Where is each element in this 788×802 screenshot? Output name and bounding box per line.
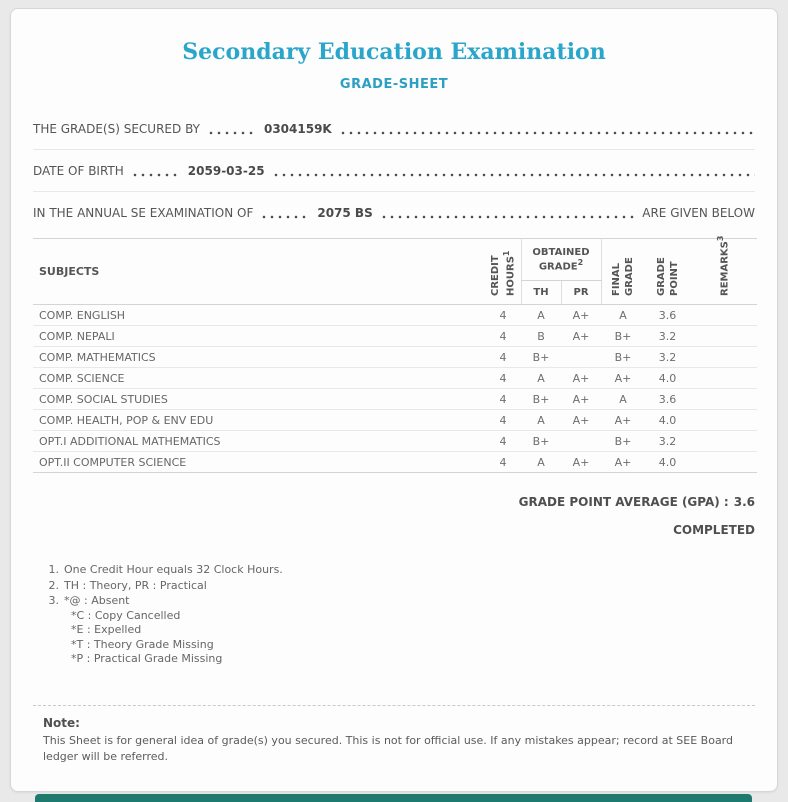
dotted-leader: [272, 163, 755, 179]
cell-th: B: [521, 326, 561, 347]
cell-final: B+: [601, 347, 645, 368]
cell-remarks: [690, 347, 757, 368]
cell-subject: COMP. NEPALI: [33, 326, 485, 347]
page-subtitle: GRADE-SHEET: [339, 77, 449, 92]
footnote-lines: [64, 563, 283, 578]
footnote-number: 1.: [48, 563, 59, 576]
cell-gp: 3.2: [645, 431, 690, 452]
footnote-line: *C : Copy Cancelled: [71, 608, 181, 622]
grade-sheet-card: [10, 8, 778, 792]
table-row: [33, 305, 757, 326]
cell-th: B+: [521, 431, 561, 452]
footnote-lines: [64, 594, 222, 667]
dotted-leader: [260, 205, 310, 221]
exam-year-value: 2075 BS: [317, 206, 373, 220]
footnote-line: *@ : Absent: [64, 594, 130, 607]
cell-pr: A+: [561, 389, 601, 410]
column-header-label: REMARKS: [719, 241, 731, 296]
table-row: [33, 431, 757, 452]
cell-subject: COMP. ENGLISH: [33, 305, 485, 326]
cell-th: A: [521, 368, 561, 389]
gpa-row: [33, 495, 755, 509]
column-header-final-grade: [601, 239, 645, 305]
column-header-label: SUBJECTS: [39, 265, 100, 278]
note-label: Note:: [43, 715, 80, 730]
cell-pr: A+: [561, 410, 601, 431]
footnote-item: [43, 594, 755, 667]
dotted-leader: [339, 121, 755, 137]
cell-credit: 4: [485, 389, 521, 410]
cell-credit: 4: [485, 431, 521, 452]
cell-subject: OPT.I ADDITIONAL MATHEMATICS: [33, 431, 485, 452]
cell-pr: A+: [561, 326, 601, 347]
footnote-line: *T : Theory Grade Missing: [71, 637, 214, 651]
info-label: THE GRADE(S) SECURED BY: [33, 121, 200, 136]
cell-gp: 4.0: [658, 455, 677, 469]
cell-final: B+: [601, 431, 645, 452]
rotated-text: [655, 239, 681, 296]
cell-remarks: [690, 410, 757, 431]
column-header-credit-hours: [485, 239, 521, 305]
cell-th: A: [521, 305, 561, 326]
cell-remarks: [690, 389, 757, 410]
cell-gp: 3.2: [645, 326, 690, 347]
footnote-line: TH : Theory, PR : Practical: [64, 578, 207, 592]
cell-pr: [561, 347, 601, 368]
candidate-info-section: [33, 108, 755, 234]
footnote-number: 3.: [48, 594, 59, 607]
rotated-text: [715, 235, 731, 296]
column-header-subjects: [33, 239, 485, 305]
footnote-ref-2: 2: [577, 257, 584, 267]
note-text: This Sheet is for general idea of grade(s) you secured. This is not for official use. If any mistakes appear; record at SEE Board ledger will be referred.: [43, 733, 733, 763]
column-header-label: FINAL GRADE: [611, 257, 636, 296]
status-row: [33, 523, 755, 537]
footnote-ref-1: 1: [501, 250, 511, 257]
footnote-item: [43, 579, 755, 594]
column-header-label: PR: [573, 286, 589, 298]
column-header-practical: [561, 280, 601, 304]
table-row: [33, 347, 757, 368]
column-header-grade-point: [645, 239, 690, 305]
grades-table-body: [33, 305, 757, 473]
footnote-item: [43, 563, 755, 578]
cell-remarks: [690, 431, 757, 452]
table-row: [33, 410, 757, 431]
footnote-number: 2.: [48, 578, 59, 592]
cell-subject: COMP. SCIENCE: [33, 368, 485, 389]
cell-final: A: [601, 305, 645, 326]
cell-pr: [561, 431, 601, 452]
footnote-line: One Credit Hour equals 32 Clock Hours.: [64, 563, 283, 576]
cell-gp: 3.6: [645, 389, 690, 410]
cell-th: B+: [521, 347, 561, 368]
table-row: [33, 389, 757, 410]
cell-th: A: [537, 455, 545, 469]
cell-subject: COMP. MATHEMATICS: [33, 347, 485, 368]
gpa-value: 3.6: [733, 495, 755, 509]
info-label: DATE OF BIRTH: [33, 163, 124, 178]
info-line-examination-year: [33, 192, 755, 234]
column-header-obtained-grade: [521, 239, 601, 281]
column-header-theory: [521, 280, 561, 304]
completion-status: COMPLETED: [673, 523, 755, 537]
cell-credit: 4: [499, 455, 507, 469]
footnote-lines: [64, 579, 207, 594]
grades-table: [33, 235, 757, 473]
cell-gp: 4.0: [645, 410, 690, 431]
cell-gp: 4.0: [645, 368, 690, 389]
column-header-remarks: [690, 235, 757, 305]
cell-credit: 4: [485, 305, 521, 326]
cell-pr: A+: [561, 305, 601, 326]
cell-subject: COMP. SOCIAL STUDIES: [33, 389, 485, 410]
cell-credit: 4: [485, 326, 521, 347]
cell-pr: A+: [572, 455, 590, 469]
cell-final: B+: [601, 326, 645, 347]
cell-credit: 4: [485, 347, 521, 368]
dotted-leader: [131, 163, 181, 179]
cell-subject: COMP. HEALTH, POP & ENV EDU: [33, 410, 485, 431]
rotated-text: [610, 239, 636, 296]
cell-remarks: [690, 326, 757, 347]
cell-credit: 4: [485, 410, 521, 431]
cell-final: A: [601, 389, 645, 410]
note-section: [33, 716, 755, 766]
column-header-label: OBTAINED GRADE: [532, 246, 590, 273]
info-line-grades-secured-by: [33, 108, 755, 150]
table-row: [33, 452, 757, 473]
footnote-ref-3: 3: [715, 235, 725, 242]
footnote-line: *P : Practical Grade Missing: [71, 652, 223, 665]
table-row: [33, 368, 757, 389]
footnote-line: *E : Expelled: [71, 623, 142, 636]
cell-final: A+: [614, 455, 632, 469]
cell-remarks: [690, 368, 757, 389]
cell-remarks: [690, 452, 757, 473]
date-of-birth-value: 2059-03-25: [187, 163, 265, 178]
cell-th: B+: [521, 389, 561, 410]
rotated-text: [489, 239, 517, 296]
cell-th: A: [521, 410, 561, 431]
cell-final: A+: [601, 368, 645, 389]
info-line-date-of-birth: [33, 150, 755, 192]
cell-subject: OPT.II COMPUTER SCIENCE: [39, 455, 187, 469]
cell-remarks: [690, 305, 757, 326]
dotted-leader: [207, 121, 257, 137]
column-header-label: CREDIT HOURS: [489, 255, 516, 296]
cell-gp: 3.6: [645, 305, 690, 326]
symbol-number-value: 0304159K: [263, 121, 332, 136]
info-label: IN THE ANNUAL SE EXAMINATION OF: [33, 206, 254, 220]
cell-pr: A+: [561, 368, 601, 389]
info-suffix: ARE GIVEN BELOW: [642, 206, 755, 220]
table-row: [33, 326, 757, 347]
cell-credit: 4: [485, 368, 521, 389]
dotted-leader: [380, 205, 636, 221]
page-title: Secondary Education Examination: [182, 39, 606, 65]
gpa-label: GRADE POINT AVERAGE (GPA) :: [518, 495, 729, 509]
grades-table-header: [33, 235, 757, 305]
cell-gp: 3.2: [645, 347, 690, 368]
column-header-label: TH: [533, 286, 549, 298]
cell-final: A+: [601, 410, 645, 431]
footnotes-list: [43, 563, 755, 667]
section-divider: [33, 705, 755, 706]
column-header-label: GRADE POINT: [655, 257, 680, 296]
bottom-bar: [35, 794, 752, 802]
